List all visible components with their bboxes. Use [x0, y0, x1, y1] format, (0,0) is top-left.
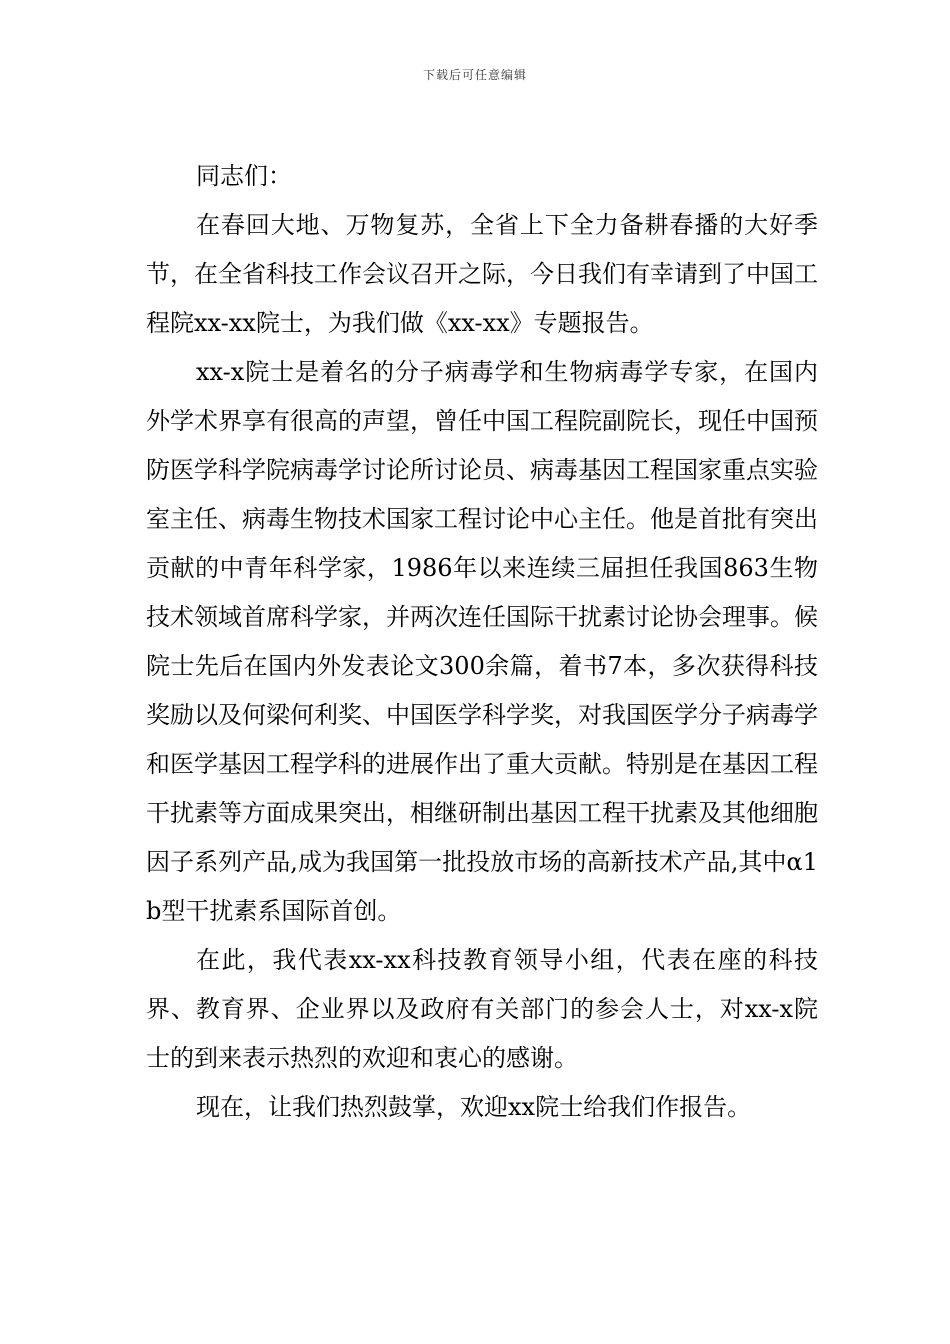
speech-body — [146, 152, 818, 1132]
salutation: 同志们： — [196, 162, 292, 190]
paragraph-welcome: 在此，我代表xx-xx科技教育领导小组，代表在座的科技界、教育界、企业界以及政府有关部门的参会人士，对xx-x院士的到来表示热烈的欢迎和衷心的感谢。 — [146, 946, 818, 1072]
paragraph-closing: 现在，让我们热烈鼓掌，欢迎xx院士给我们作报告。 — [196, 1093, 752, 1121]
paragraph-biography: xx-x院士是着名的分子病毒学和生物病毒学专家，在国内外学术界享有很高的声望，曾任中国工程院副院长，现任中国预防医学科学院病毒学讨论所讨论员、病毒基因工程国家重点实验室主任、病毒生物技术国家工程讨论中心主任。他是首批有突出贡献的中青年科学家，1986年以来连续三届担任我国863生物技术领域首席科学家，并两次连任国际干扰素讨论协会理事。候院士先后在国内外发表论文300余篇，着书7本，多次获得科技奖励以及何梁何利奖、中国医学科学奖，对我国医学分子病毒学和医学基因工程学科的进展作出了重大贡献。特别是在基因工程干扰素等方面成果突出，相继研制出基因工程干扰素及其他细胞因子系列产品,成为我国第一批投放市场的高新技术产品,其中α1b型干扰素系国际首创。 — [146, 358, 818, 925]
header-note: 下载后可任意编辑 — [422, 68, 527, 82]
paragraph-intro: 在春回大地、万物复苏，全省上下全力备耕春播的大好季节，在全省科技工作会议召开之际，今日我们有幸请到了中国工程院xx-xx院士，为我们做《xx-xx》专题报告。 — [146, 211, 818, 337]
